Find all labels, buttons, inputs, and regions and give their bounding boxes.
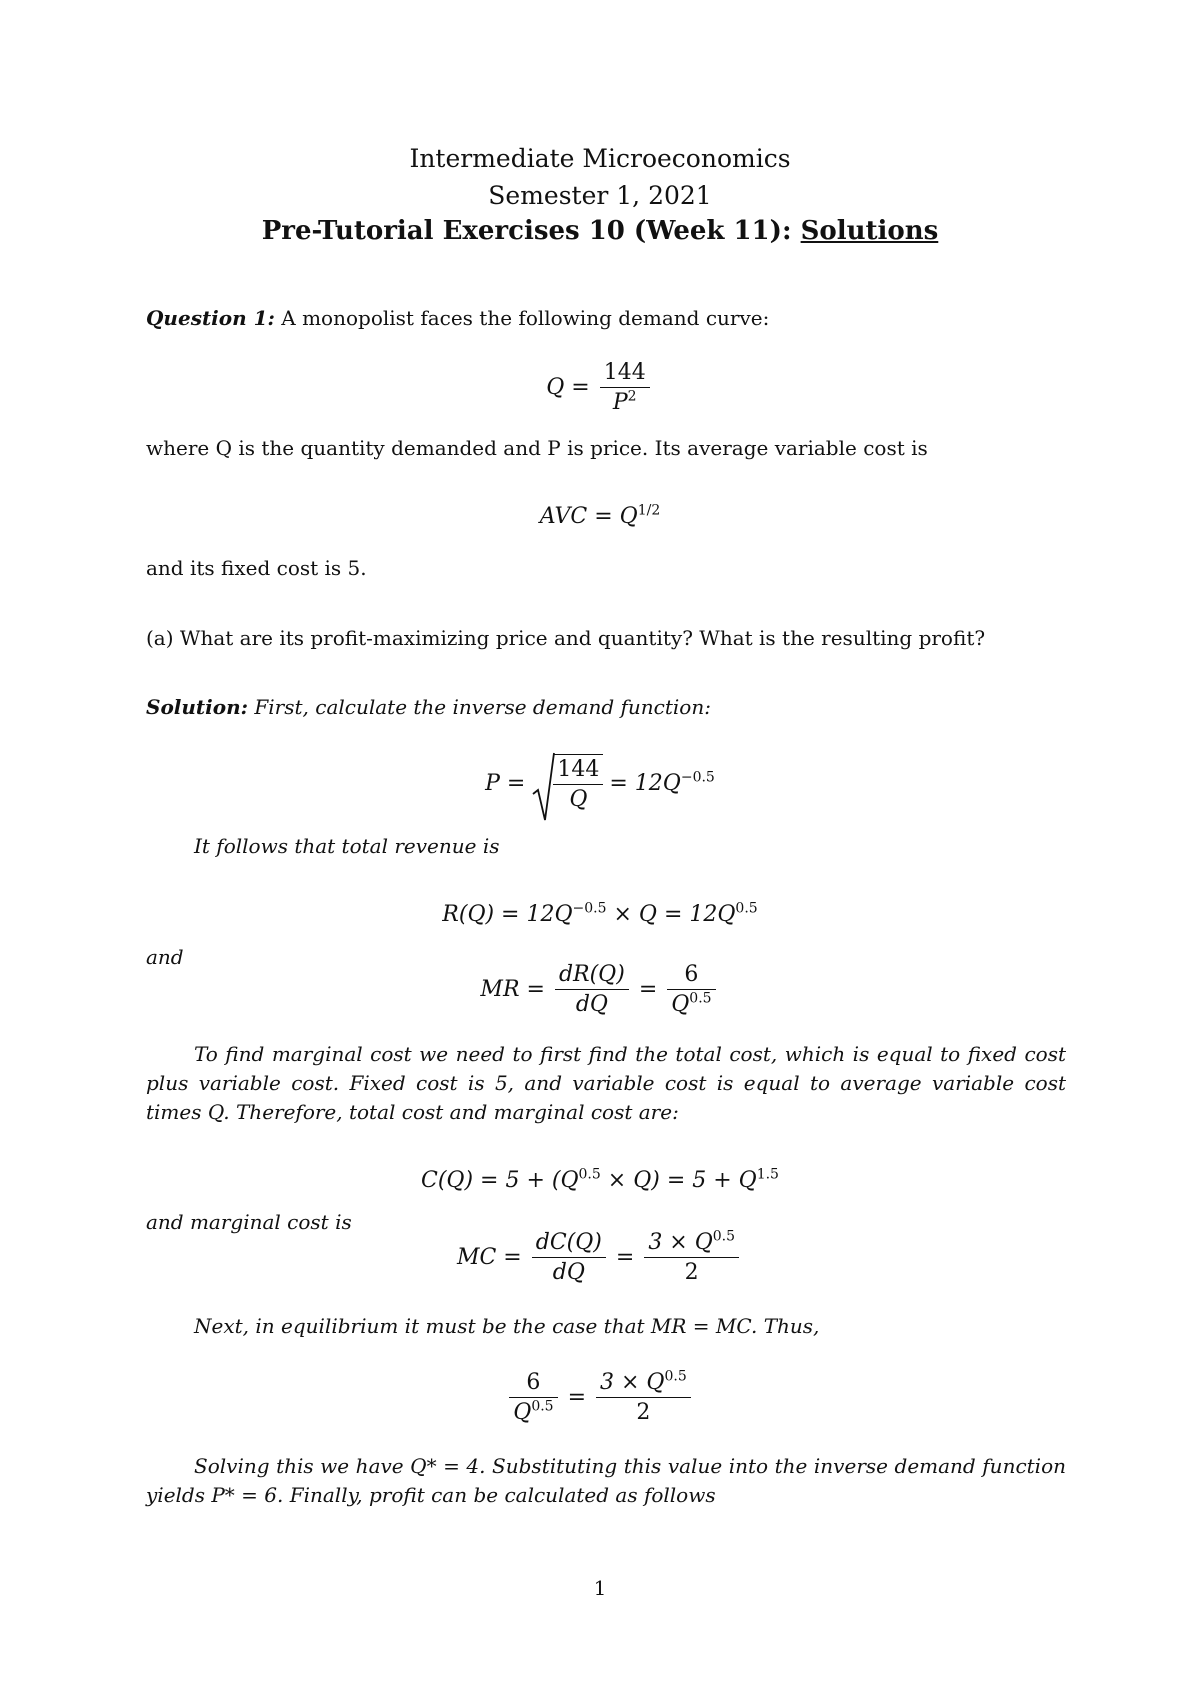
demand-denominator-exp: 2: [627, 388, 637, 405]
avc-exp: 1/2: [637, 502, 661, 519]
question-1-intro: [146, 306, 769, 330]
mc-lhs: MC =: [456, 1245, 522, 1271]
mc-numerator-2: 3 × Q: [648, 1230, 713, 1255]
course-title: Intermediate Microeconomics: [409, 144, 791, 173]
demand-fraction: [600, 360, 650, 416]
mr-denominator: dQ: [575, 992, 608, 1018]
inverse-demand-numerator: 144: [553, 757, 603, 785]
eq-numerator-1: 6: [509, 1370, 557, 1398]
total-revenue-text: It follows that total revenue is: [194, 834, 500, 858]
where-text: where Q is the quantity demanded and P is price. Its average variable cost is: [146, 436, 928, 460]
eq-equals: =: [567, 1385, 587, 1411]
mr-numerator: dR(Q): [555, 962, 629, 990]
solving-paragraph-text: Solving this we have Q* = 4. Substituting this value into the inverse demand function yields P* = 6. Finally, profit can be calculated as follows: [146, 1454, 1066, 1507]
eq-numerator-2-exp: 0.5: [664, 1368, 687, 1385]
total-cost-part-a-exp: 0.5: [578, 1166, 601, 1183]
fixed-cost-text: and its fixed cost is 5.: [146, 556, 367, 580]
revenue-part-b: × Q = 12Q: [606, 902, 736, 927]
solution-intro: [146, 695, 711, 719]
revenue-part-a-exp: −0.5: [572, 900, 607, 917]
total-cost-part-b: × Q) = 5 + Q: [600, 1168, 757, 1193]
demand-numerator: 144: [600, 360, 650, 388]
mc-denominator-2: 2: [684, 1260, 699, 1286]
inverse-demand-equation: [0, 754, 1200, 813]
avc-equation: [0, 504, 1200, 529]
document-title-main: Pre-Tutorial Exercises 10 (Week 11):: [261, 216, 801, 246]
and-label: and: [146, 945, 184, 969]
mr-denominator-2: Q: [671, 992, 690, 1018]
equilibrium-equation: [0, 1370, 1200, 1426]
semester-line: Semester 1, 2021: [488, 181, 712, 210]
revenue-part-a: R(Q) = 12Q: [442, 902, 573, 927]
total-cost-equation: [0, 1168, 1200, 1193]
inverse-demand-rhs: = 12Q: [609, 770, 681, 796]
total-cost-part-a: C(Q) = 5 + (Q: [421, 1168, 579, 1193]
question-1-label: Question 1:: [146, 306, 275, 330]
mr-lhs: MR =: [480, 977, 545, 1003]
eq-denominator-2: 2: [636, 1400, 651, 1426]
inverse-demand-rhs-exp: −0.5: [680, 769, 715, 786]
mc-equals: =: [615, 1245, 635, 1271]
mc-numerator: dC(Q): [532, 1230, 606, 1258]
inverse-demand-denominator: Q: [569, 787, 588, 813]
total-cost-part-b-exp: 1.5: [756, 1166, 779, 1183]
document-title: [0, 216, 1200, 246]
mr-numerator-2: 6: [667, 962, 715, 990]
and-marginal-cost-label: and marginal cost is: [146, 1210, 352, 1234]
marginal-cost-paragraph: [146, 1040, 1066, 1127]
mr-equals: =: [638, 977, 658, 1003]
demand-denominator: P: [612, 390, 628, 416]
equilibrium-text: Next, in equilibrium it must be the case that MR = MC. Thus,: [194, 1314, 820, 1338]
eq-numerator-2: 3 × Q: [600, 1370, 665, 1395]
eq-denominator-1: Q: [513, 1400, 532, 1426]
document-title-solutions: Solutions: [800, 216, 939, 246]
mr-equation: [0, 962, 1200, 1018]
avc-lhs: AVC = Q: [539, 504, 638, 529]
demand-lhs: Q =: [546, 375, 590, 401]
demand-equation: [0, 360, 1200, 416]
page-number: 1: [593, 1576, 607, 1600]
mc-numerator-2-exp: 0.5: [712, 1228, 736, 1245]
solution-label: Solution:: [146, 695, 249, 719]
question-1-text: A monopolist faces the following demand curve:: [274, 306, 770, 330]
solving-paragraph: [146, 1452, 1066, 1510]
eq-denominator-1-exp: 0.5: [531, 1398, 554, 1415]
solution-intro-text: First, calculate the inverse demand function:: [248, 695, 711, 719]
sqrt-symbol: [531, 754, 603, 813]
part-a-question: (a) What are its profit-maximizing price and quantity? What is the resulting profit?: [146, 626, 986, 650]
mc-equation: [0, 1230, 1200, 1286]
inverse-demand-lhs: P =: [485, 770, 526, 796]
mr-denominator-2-exp: 0.5: [689, 990, 712, 1007]
marginal-cost-paragraph-text: To find marginal cost we need to first find the total cost, which is equal to fixed cost plus variable cost. Fixed cost is 5, and variable cost is equal to average variable cost times Q. Therefore, total cost and marginal cost are:: [146, 1042, 1066, 1124]
mc-denominator: dQ: [552, 1260, 585, 1286]
revenue-equation: [0, 902, 1200, 927]
revenue-part-b-exp: 0.5: [735, 900, 758, 917]
